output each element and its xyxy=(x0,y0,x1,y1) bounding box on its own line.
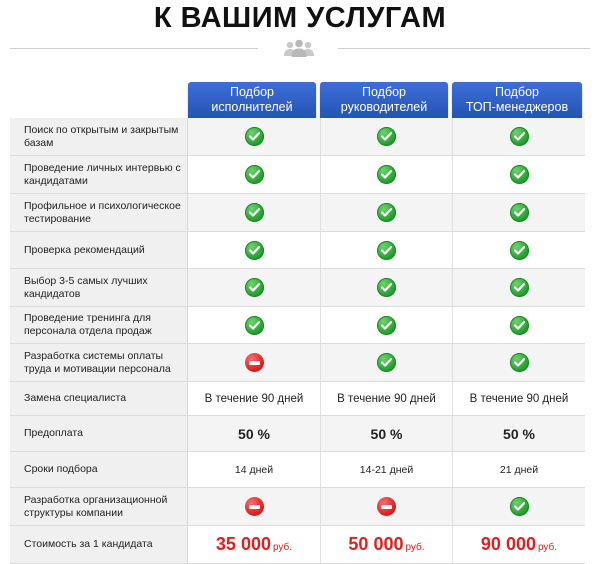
cell-value: 50 % xyxy=(370,425,403,442)
check-circle-icon xyxy=(510,497,529,516)
table-cell xyxy=(188,118,321,155)
table-cell xyxy=(453,452,585,487)
table-cell xyxy=(321,232,453,268)
row-label: Поиск по открытым и закрытым базам xyxy=(10,118,188,155)
table-cell xyxy=(321,452,453,487)
table-row xyxy=(10,307,585,344)
table-cell xyxy=(188,156,321,193)
table-cell xyxy=(453,526,585,563)
row-label: Проверка рекомендаций xyxy=(10,232,188,268)
column-header-managers: Подбор руководителей xyxy=(320,82,448,118)
people-group-icon xyxy=(281,37,317,59)
table-cell xyxy=(188,416,321,451)
check-circle-icon xyxy=(245,203,264,222)
table-cell xyxy=(453,232,585,268)
table-row xyxy=(10,526,585,564)
check-circle-icon xyxy=(377,316,396,335)
cell-value: 50 % xyxy=(238,425,270,442)
table-cell xyxy=(321,118,453,155)
check-circle-icon xyxy=(377,241,396,260)
cell-value: 14-21 дней xyxy=(359,463,414,476)
no-entry-icon xyxy=(245,353,264,372)
no-entry-icon xyxy=(377,497,396,516)
column-header-top-managers: Подбор ТОП-менеджеров xyxy=(452,82,582,118)
check-circle-icon xyxy=(245,316,264,335)
check-circle-icon xyxy=(510,241,529,260)
row-label: Выбор 3-5 самых лучших кандидатов xyxy=(10,269,188,306)
table-cell xyxy=(321,307,453,343)
table-row xyxy=(10,344,585,382)
page-title: К ВАШИМ УСЛУГАМ xyxy=(153,2,447,34)
price-value: 50 000 руб. xyxy=(348,534,425,554)
table-cell xyxy=(188,269,321,306)
row-label: Проведение тренинга для персонала отдела продаж xyxy=(10,307,188,343)
table-cell xyxy=(188,452,321,487)
table-row xyxy=(10,416,585,452)
row-label: Предоплата xyxy=(10,416,188,451)
services-comparison-table xyxy=(10,118,585,564)
cell-value: 14 дней xyxy=(234,463,274,476)
table-row xyxy=(10,232,585,269)
table-cell xyxy=(453,269,585,306)
table-row xyxy=(10,194,585,232)
row-label: Профильное и психологическое тестирование xyxy=(10,194,188,231)
table-cell xyxy=(321,156,453,193)
check-circle-icon xyxy=(377,127,396,146)
cell-value: 21 дней xyxy=(499,463,539,476)
column-header-performers: Подбор исполнителей xyxy=(188,82,316,118)
table-cell xyxy=(321,344,453,381)
table-cell xyxy=(188,526,321,563)
check-circle-icon xyxy=(510,127,529,146)
check-circle-icon xyxy=(377,353,396,372)
row-label: Разработка системы оплаты труда и мотивации персонала xyxy=(10,344,188,381)
check-circle-icon xyxy=(510,203,529,222)
cell-value: В течение 90 дней xyxy=(337,392,436,405)
row-label: Замена специалиста xyxy=(10,382,188,415)
check-circle-icon xyxy=(510,278,529,297)
title-divider-left xyxy=(10,48,258,49)
table-row xyxy=(10,452,585,488)
check-circle-icon xyxy=(510,353,529,372)
table-row xyxy=(10,382,585,416)
row-label: Сроки подбора xyxy=(10,452,188,487)
check-circle-icon xyxy=(245,241,264,260)
table-cell xyxy=(321,382,453,415)
table-cell xyxy=(453,344,585,381)
table-cell xyxy=(188,194,321,231)
table-cell xyxy=(453,194,585,231)
table-cell xyxy=(321,416,453,451)
table-cell xyxy=(453,382,585,415)
table-cell xyxy=(188,307,321,343)
check-circle-icon xyxy=(510,316,529,335)
table-cell xyxy=(453,307,585,343)
price-value: 90 000 руб. xyxy=(480,534,558,554)
table-cell xyxy=(453,156,585,193)
row-label: Стоимость за 1 кандидата xyxy=(10,526,188,563)
table-cell xyxy=(453,416,585,451)
row-label: Разработка организационной структуры компании xyxy=(10,488,188,525)
table-row xyxy=(10,269,585,307)
check-circle-icon xyxy=(377,165,396,184)
table-cell xyxy=(188,488,321,525)
table-cell xyxy=(321,194,453,231)
table-row xyxy=(10,118,585,156)
title-divider-right xyxy=(338,48,590,49)
check-circle-icon xyxy=(377,278,396,297)
check-circle-icon xyxy=(510,165,529,184)
cell-value: В течение 90 дней xyxy=(204,392,304,405)
table-cell xyxy=(321,269,453,306)
table-row xyxy=(10,488,585,526)
table-cell xyxy=(321,526,453,563)
table-row xyxy=(10,156,585,194)
price-value: 35 000 руб. xyxy=(215,534,293,554)
cell-value: 50 % xyxy=(503,425,535,442)
row-label: Проведение личных интервью с кандидатами xyxy=(10,156,188,193)
cell-value: В течение 90 дней xyxy=(469,392,569,405)
table-cell xyxy=(188,344,321,381)
table-cell xyxy=(321,488,453,525)
check-circle-icon xyxy=(377,203,396,222)
no-entry-icon xyxy=(245,497,264,516)
table-cell xyxy=(188,382,321,415)
table-cell xyxy=(453,118,585,155)
table-cell xyxy=(188,232,321,268)
table-cell xyxy=(453,488,585,525)
check-circle-icon xyxy=(245,278,264,297)
check-circle-icon xyxy=(245,165,264,184)
check-circle-icon xyxy=(245,127,264,146)
